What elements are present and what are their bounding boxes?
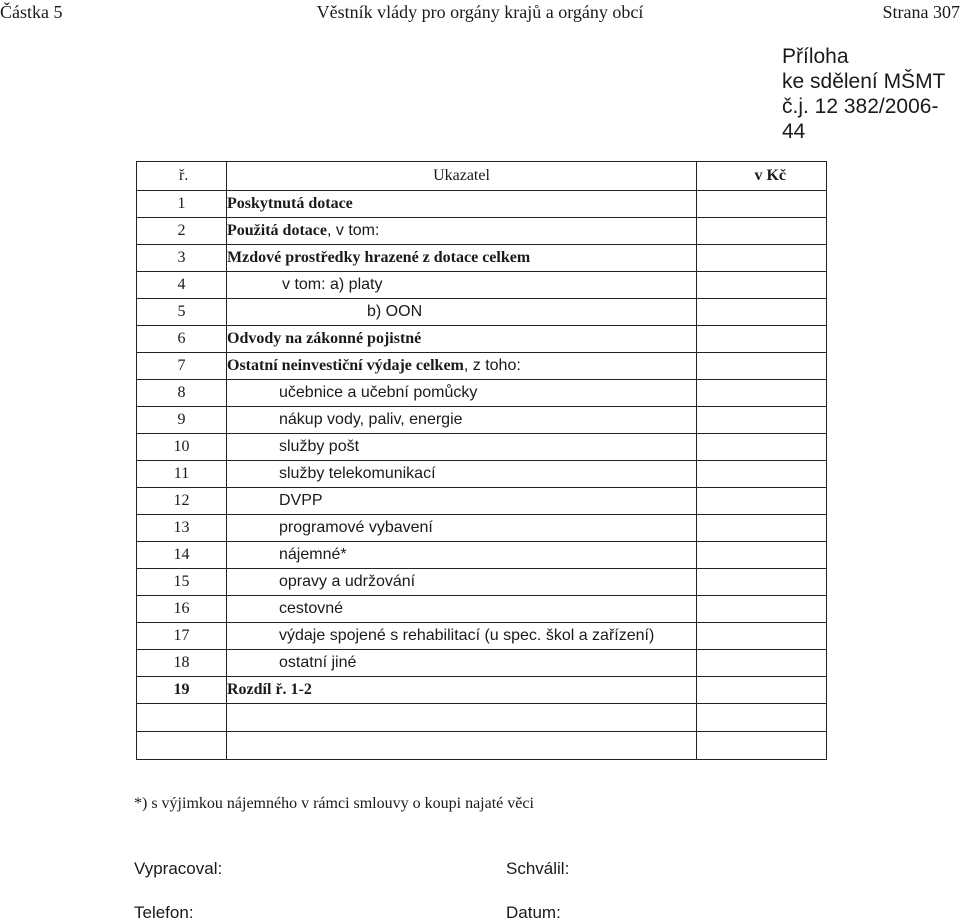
prepared-by-label: Vypracoval:: [134, 859, 223, 878]
row-value[interactable]: [697, 542, 827, 569]
date-label: Datum:: [506, 903, 561, 922]
row-label-text: , z toho:: [463, 357, 521, 374]
column-header-indicator: Ukazatel: [227, 162, 697, 191]
row-label-text: nákup vody, paliv, energie: [279, 411, 463, 428]
row-label-text: výdaje spojené s rehabilitací (u spec. škol a zařízení): [279, 627, 655, 644]
table-row: [137, 650, 827, 677]
journal-title: Věstník vlády pro orgány krajů a orgány obcí: [316, 2, 644, 22]
row-value[interactable]: [697, 191, 827, 218]
table-row: [137, 488, 827, 515]
empty-cell[interactable]: [137, 704, 227, 732]
row-label: [227, 650, 697, 677]
row-value[interactable]: [697, 488, 827, 515]
row-number: 6: [137, 326, 227, 353]
row-number: 1: [137, 191, 227, 218]
row-number: 16: [137, 596, 227, 623]
row-value[interactable]: [697, 461, 827, 488]
row-number: 12: [137, 488, 227, 515]
row-label: [227, 461, 697, 488]
row-label-text: , v tom:: [326, 222, 380, 239]
row-label: [227, 191, 697, 218]
table-row: [137, 218, 827, 245]
row-value[interactable]: [697, 434, 827, 461]
table-row: [137, 353, 827, 380]
row-value[interactable]: [697, 569, 827, 596]
row-number: 14: [137, 542, 227, 569]
empty-cell[interactable]: [137, 732, 227, 760]
row-number: 9: [137, 407, 227, 434]
row-value[interactable]: [697, 515, 827, 542]
table-row: [137, 461, 827, 488]
row-label-text: v tom: a) platy: [282, 276, 383, 293]
row-label-bold: Mzdové prostředky hrazené z dotace celkem: [227, 249, 531, 266]
row-value[interactable]: [697, 326, 827, 353]
row-number: 4: [137, 272, 227, 299]
table-row: [137, 299, 827, 326]
row-value[interactable]: [697, 245, 827, 272]
indicator-table: [136, 161, 827, 760]
row-number: 13: [137, 515, 227, 542]
row-value[interactable]: [697, 596, 827, 623]
row-label: [227, 488, 697, 515]
table-header-row: [137, 162, 827, 191]
empty-row: [137, 732, 827, 760]
table-row: [137, 245, 827, 272]
empty-cell[interactable]: [227, 732, 697, 760]
table-row: [137, 596, 827, 623]
row-label-bold: Rozdíl ř. 1-2: [227, 681, 312, 698]
row-number: 17: [137, 623, 227, 650]
row-label: [227, 218, 697, 245]
row-label: [227, 245, 697, 272]
approved-by-label: Schválil:: [506, 859, 570, 878]
row-value[interactable]: [697, 407, 827, 434]
row-value[interactable]: [697, 299, 827, 326]
row-label: [227, 272, 697, 299]
row-label-bold: Poskytnutá dotace: [227, 195, 353, 212]
row-label: [227, 353, 697, 380]
column-header-value: v Kč: [697, 162, 827, 191]
annex-line-2: ke sdělení MŠMT: [782, 70, 946, 93]
row-label: [227, 380, 697, 407]
row-label-bold: Použitá dotace: [227, 222, 327, 239]
issue-number: Částka 5: [0, 2, 63, 22]
row-number: 19: [137, 677, 227, 704]
table-row: [137, 515, 827, 542]
row-number: 8: [137, 380, 227, 407]
row-number: 2: [137, 218, 227, 245]
row-label: [227, 596, 697, 623]
row-value[interactable]: [697, 650, 827, 677]
table-row: [137, 326, 827, 353]
row-value[interactable]: [697, 353, 827, 380]
annex-line-1: Příloha: [782, 45, 849, 68]
row-label-text: b) OON: [367, 303, 423, 320]
row-label-text: programové vybavení: [279, 519, 433, 536]
row-label-text: služby pošt: [279, 438, 360, 455]
table-row: [137, 407, 827, 434]
row-label-bold: Odvody na zákonné pojistné: [227, 330, 422, 347]
table-row: [137, 434, 827, 461]
row-label-text: služby telekomunikací: [279, 465, 436, 482]
row-label-text: DVPP: [279, 492, 323, 509]
table-row: [137, 569, 827, 596]
row-number: 18: [137, 650, 227, 677]
row-number: 11: [137, 461, 227, 488]
row-label: [227, 623, 697, 650]
page-number: Strana 307: [882, 2, 960, 22]
empty-cell[interactable]: [697, 732, 827, 760]
row-label-text: učebnice a učební pomůcky: [279, 384, 478, 401]
footnote: *) s výjimkou nájemného v rámci smlouvy o koupi najaté věci: [134, 795, 534, 812]
row-value[interactable]: [697, 677, 827, 704]
row-label-text: ostatní jiné: [279, 654, 357, 671]
row-label: [227, 677, 697, 704]
row-label-text: opravy a udržování: [279, 573, 416, 590]
row-value[interactable]: [697, 623, 827, 650]
row-label: [227, 569, 697, 596]
table-row: [137, 677, 827, 704]
row-number: 5: [137, 299, 227, 326]
row-label: [227, 407, 697, 434]
row-label-text: nájemné*: [279, 546, 347, 563]
empty-cell[interactable]: [227, 704, 697, 732]
empty-cell[interactable]: [697, 704, 827, 732]
row-label: [227, 542, 697, 569]
phone-label: Telefon:: [134, 903, 194, 922]
row-value[interactable]: [697, 272, 827, 299]
row-label: [227, 326, 697, 353]
table-row: [137, 542, 827, 569]
row-label: [227, 299, 697, 326]
row-number: 3: [137, 245, 227, 272]
table-row: [137, 191, 827, 218]
column-header-row-number: ř.: [137, 162, 227, 191]
empty-row: [137, 704, 827, 732]
table-row: [137, 380, 827, 407]
row-label: [227, 434, 697, 461]
row-value[interactable]: [697, 380, 827, 407]
table-row: [137, 623, 827, 650]
row-value[interactable]: [697, 218, 827, 245]
table-row: [137, 272, 827, 299]
row-label-bold: Ostatní neinvestiční výdaje celkem: [227, 357, 464, 374]
row-label: [227, 515, 697, 542]
page-header: [0, 2, 960, 28]
row-label-text: cestovné: [279, 600, 344, 617]
annex-line-3: č.j. 12 382/2006-44: [782, 95, 939, 143]
row-number: 7: [137, 353, 227, 380]
annex-reference: [782, 44, 960, 144]
row-number: 10: [137, 434, 227, 461]
row-number: 15: [137, 569, 227, 596]
